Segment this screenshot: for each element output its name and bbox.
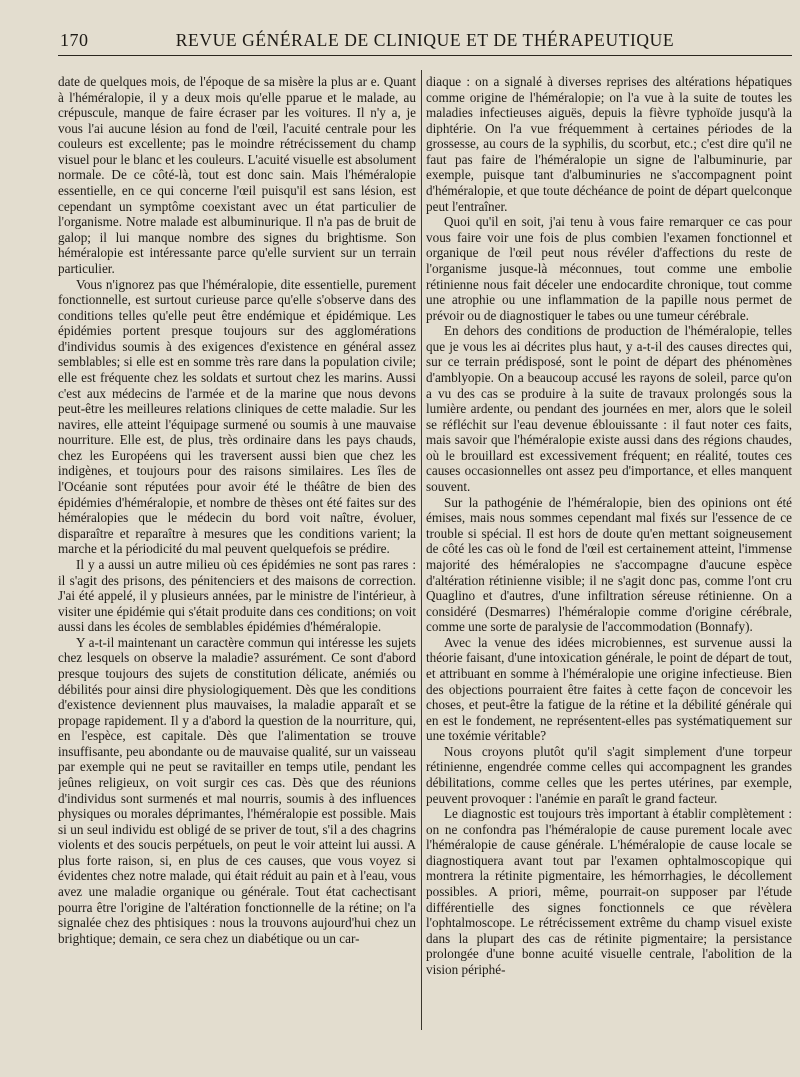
paragraph: Il y a aussi un autre milieu où ces épidémies ne sont pas rares : il s'agit des prisons, des pénitenciers et des maisons de correction. J'ai été appelé, il y plusieurs années, par le ministre de l'intérieur, à visiter une épidémie qui s'était produite dans ces conditions; on voit aussi dans les écoles de semblables épidémies d'héméralopie. bbox=[58, 556, 416, 635]
paragraph: Nous croyons plutôt qu'il s'agit simplement d'une torpeur rétinienne, engendrée comme celles qui accompagnent les grandes débilitations, comme celles que les pertes utérines, par exemple, peuvent provoquer : l'anémie en paraît le grand facteur. bbox=[426, 743, 792, 806]
left-column bbox=[58, 74, 416, 1064]
paragraph: diaque : on a signalé à diverses reprises des altérations hépatiques comme origine de l'héméralopie; on l'a vue à la suite de toutes les maladies infectieuses aiguës, depuis la fièvre typhoïde jusqu'à la diphtérie. On l'a vue fréquemment à certaines périodes de la grossesse, au cours de la syphilis, du scorbut, etc.; c'est dire qu'il ne faut pas faire de l'héméralopie un signe de l'albuminurie, par exemple, puisque tant d'albuminuries ne s'accompagnent point d'héméralopie, et que toute déchéance de point de départ quelconque peut l'entraîner. bbox=[426, 74, 792, 214]
page-header bbox=[0, 0, 800, 60]
right-column bbox=[426, 74, 792, 1064]
paragraph: Le diagnostic est toujours très important à établir complètement : on ne confondra pas l'héméralopie de cause purement locale avec l'héméralopie de cause générale. L'héméralopie de cause locale se diagnostiquera avant tout par l'examen ophtalmoscopique qui montrera la rétinite pigmentaire, les hémorrhagies, le décollement possibles. A priori, même, pourrait-on supposer par l'étude différentielle des signes fonctionnels ce que révèlera l'ophtalmoscope. Le rétrécissement extrême du champ visuel existe dans la plupart des cas de rétinite pigmentaire; la persistance prolongée d'une bonne acuité visuelle centrale, l'abolition de la vision périphé- bbox=[426, 806, 792, 977]
paragraph: date de quelques mois, de l'époque de sa misère la plus ar e. Quant à l'héméralopie, il y a deux mois qu'elle pparue et le malade, au crépuscule, manque de faire écraser par les voitures. Il n'y a, je vous l'ai aucune lésion au fond de l'œil, l'acuité centrale pour les couleurs est excellente; pas le moindre rétrécissement du champ visuel pour le blanc et les couleurs. L'acuité visuelle est absolument normale. De ce côté-là, tout est donc sain. Mais l'héméralopie essentielle, en ce qui concerne l'œil puisqu'il est sans lésion, est cependant un symptôme coexistant avec un état particulier de l'organisme. Notre malade est albuminurique. Il n'a pas de bruit de galop; il lui manque nombre des signes du brightisme. Son héméralopie est intéressante parce qu'elle survient sur un terrain particulier. bbox=[58, 74, 416, 276]
paragraph: Avec la venue des idées microbiennes, est survenue aussi la théorie faisant, d'une intoxication générale, le point de départ de tout, et attribuant en somme à l'héméralopie une origine infectieuse. Bien des objections pourraient être faites à cette façon de concevoir les choses, et peut-être la fatigue de la rétine et la débilité générale qui en est le fondement, ne représentent-elles pas systématiquement sur une toxémie véritable? bbox=[426, 634, 792, 744]
header-rule bbox=[58, 55, 792, 56]
running-head: REVUE GÉNÉRALE DE CLINIQUE ET DE THÉRAPEUTIQUE bbox=[175, 30, 675, 50]
paragraph: Y a-t-il maintenant un caractère commun qui intéresse les sujets chez lesquels on observe la maladie? assurément. Ce sont d'abord presque toujours des sujets de constitution délicate, anémiés ou débilités pour ainsi dire physiologiquement. Dès que les conditions d'existence deviennent plus mauvaises, la maladie apparaît et se propage rapidement. Il y a d'abord la question de la nourriture, qui, en l'espèce, est capitale. Dès que l'alimentation se trouve insuffisante, peu abondante ou de mauvaise qualité, sur un vaisseau par exemple qui ne peut se ravitailler en temps utile, pendant les jeûnes religieux, on voit surgir ces cas. Dès que des réunions d'individus sont surmenés et mal nourris, soumis à des influences physiques ou morales déprimantes, l'héméralopie est possible. Mais si un seul individu est obligé de se priver de tout, s'il a des chagrins violents et des soucis perpétuels, on peut le voir atteint lui aussi. A plus forte raison, si, en plus de ces causes, que vous voyez si évidentes chez notre malade, qui était réduit au pain et à l'eau, vous avez une maladie organique ou générale. Tout état cachectisant pourra être l'origine de l'altération fonctionnelle de la rétine; on l'a signalée chez des phtisiques : nous la trouvons aujourd'hui chez un brightique; demain, ce sera chez un diabétique ou un car- bbox=[58, 634, 416, 946]
page-number: 170 bbox=[60, 30, 89, 50]
column-divider bbox=[421, 70, 422, 1030]
paragraph: Vous n'ignorez pas que l'héméralopie, dite essentielle, purement fonctionnelle, est surtout curieuse parce qu'elle s'observe dans des conditions telles qu'elle peut être endémique et épidémique. Les épidémies portent presque toujours sur des agglomérations d'individus soumis à des exigences d'existence en général assez semblables; si elle est en somme très rare dans la population civile; elle est fréquente chez les soldats et surtout chez les marins. Aussi c'est aux médecins de l'armée et de la marine que nous devons peut-être les meilleures relations cliniques de cette maladie. Sur les navires, elle atteint l'équipage surmené ou soumis à une mauvaise nourriture. Elle est, de plus, très ordinaire dans les pays chauds, chez les Européens qui les traversent aussi bien que chez les indigènes, et toujours pour des raisons similaires. Les îles de l'Océanie sont réputées pour avoir été le théâtre de bien des épidémies d'héméralopie, et nombre de thèses ont été faites sur des héméralopies que le médecin du bord voit naître, évoluer, disparaître et reparaître à mesures que les conditions varient; la marche et la périodicité du mal peuvent quelquefois se prédire. bbox=[58, 276, 416, 557]
paragraph: En dehors des conditions de production de l'héméralopie, telles que je vous les ai décrites plus haut, y a-t-il des causes directes qui, sur ce terrain prédisposé, sont le point de départ des phénomènes d'amblyopie. On a beaucoup accusé les rayons de soleil, parce qu'on a vu des cas se produire à la suite de travaux prolongés sous la lumière ardente, ou pendant des journées en mer, alors que le soleil se réfléchit sur l'eau devenue éblouissante : il faut noter ces faits, mais savoir que l'héméralopie existe aussi dans des régions chaudes, où le brouillard est excessivement fréquent; en réalité, toutes ces causes occasionnelles ont assez peu d'importance, et elles manquent souvent. bbox=[426, 323, 792, 495]
paragraph: Quoi qu'il en soit, j'ai tenu à vous faire remarquer ce cas pour vous faire voir une fois de plus combien l'examen fonctionnel et organique de l'œil peut nous révéler d'affections du reste de l'organisme jusque-là méconnues, tout comme une embolie rétinienne nous fait déceler une endocardite chronique, tout comme une atrophie ou une inflammation de la papille nous permet de prévoir ou de diagnostiquer le tabes ou une tumeur cérébrale. bbox=[426, 214, 792, 323]
paragraph: Sur la pathogénie de l'héméralopie, bien des opinions ont été émises, mais nous sommes cependant mal fixés sur l'essence de ce trouble si spécial. Il est hors de doute qu'en mettant soigneusement de côté les cas où le fond de l'œil est certainement atteint, l'immense majorité des héméralopies ne s'accompagne d'aucune espèce d'altération rétinienne visible; il ne s'agit donc pas, comme l'ont cru Quaglino et d'autres, d'une infiltration séreuse rétinienne. On a considéré (Desmarres) l'héméralopie comme d'origine cérébrale, comme une sorte de paralysie de l'accommodation (Bonnafy). bbox=[426, 494, 792, 635]
